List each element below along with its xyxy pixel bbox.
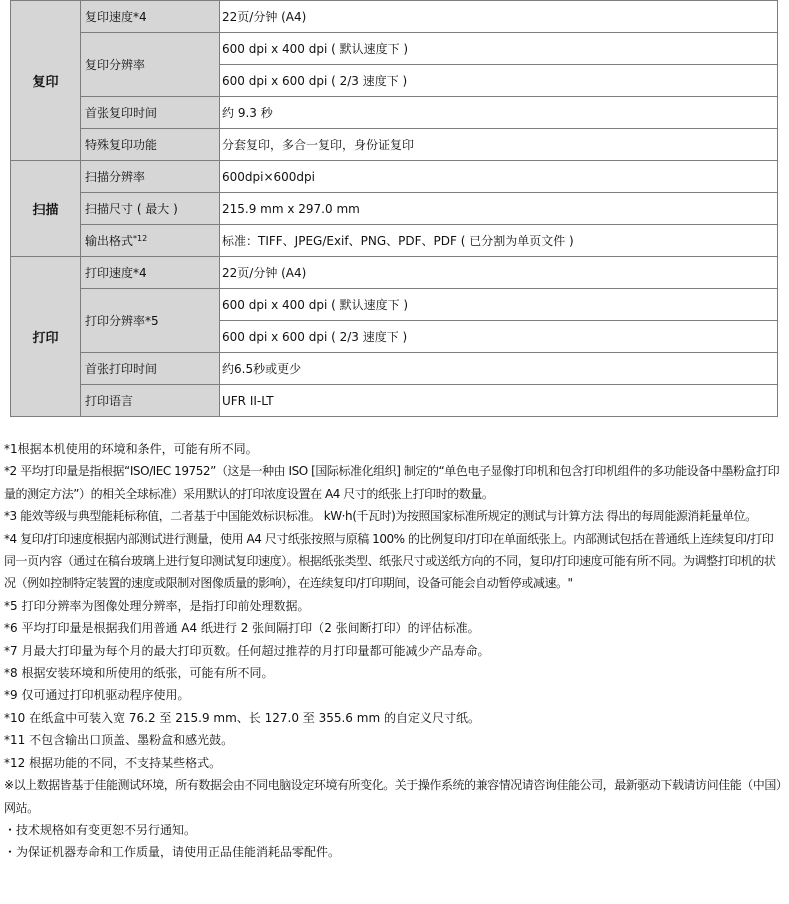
table-row (11, 161, 778, 193)
table-row (11, 33, 778, 65)
spec-label-scan-size: 扫描尺寸 ( 最大 ) (81, 193, 220, 225)
table-row (11, 353, 778, 385)
spec-value-scan-resolution: 600dpi×600dpi (220, 161, 778, 193)
footnote-marker: *12 (133, 234, 148, 243)
disclaimer-note: ※以上数据皆基于佳能测试环境，所有数据会由不同电脑设定环境有所变化。关于操作系统的兼容情况请咨询佳能公司，最新驱动下载请访问佳能（中国）网站。 (4, 778, 782, 815)
table-row (11, 129, 778, 161)
spec-label-scan-resolution: 扫描分辨率 (81, 161, 220, 193)
footnote-11: *11 不包含输出口顶盖、墨粉盒和感光鼓。 (4, 733, 234, 748)
spec-value-first-copy-time: 约 9.3 秒 (220, 97, 778, 129)
spec-value-print-resolution-two-thirds: 600 dpi x 600 dpi ( 2/3 速度下 ) (220, 321, 778, 353)
spec-label-special-copy: 特殊复印功能 (81, 129, 220, 161)
footnote-9: *9 仅可通过打印机驱动程序使用。 (4, 688, 190, 703)
spec-label-first-print-time: 首张打印时间 (81, 353, 220, 385)
table-row (11, 193, 778, 225)
table-row (11, 385, 778, 417)
footnotes (4, 438, 782, 864)
spec-label-output-format (81, 225, 220, 257)
spec-value-copy-resolution-default: 600 dpi x 400 dpi ( 默认速度下 ) (220, 33, 778, 65)
footnote-2: *2 平均打印量是指根据“ISO/IEC 19752”（这是一种由 ISO [国际标准化组织] 制定的“单色电子显像打印机和包含打印机组件的多功能设备中墨粉盒打印量的测定方法”）的相关全球标准）采用默认的打印浓度设置在 A4 尺寸的纸张上打印时的数量。 (4, 464, 780, 501)
spec-label-output-format-text: 输出格式 (85, 234, 134, 248)
spec-value-print-language: UFR II-LT (220, 385, 778, 417)
footnote-12: *12 根据功能的不同，不支持某些格式。 (4, 755, 222, 770)
footnote-5: *5 打印分辨率为图像处理分辨率，是指打印前处理数据。 (4, 598, 310, 613)
table-row (11, 1, 778, 33)
spec-table (10, 0, 778, 417)
footnote-6: *6 平均打印量是根据我们用普通 A4 纸进行 2 张间隔打印（2 张间断打印）的评估标准。 (4, 621, 480, 636)
category-scan: 扫描 (11, 161, 81, 257)
spec-label-print-language: 打印语言 (81, 385, 220, 417)
spec-value-print-resolution-default: 600 dpi x 400 dpi ( 默认速度下 ) (220, 289, 778, 321)
spec-label-copy-speed: 复印速度*4 (81, 1, 220, 33)
footnote-4: *4 复印/打印速度根据内部测试进行测量，使用 A4 尺寸纸张按照与原稿 100% 的比例复印/打印在单面纸张上。内部测试包括在普通纸上连续复印/打印同一页内容（通过在稿台玻璃上进行复印测试复印速度）。根据纸张类型、纸张尺寸或送纸方向的不同，复印/打印速度可能有所不同。为调整打印机的状况（例如控制特定装置的速度或限制对图像质量的影响），在连续复印/打印期间，设备可能会自动暂停或减速。" (4, 531, 776, 591)
spec-label-first-copy-time: 首张复印时间 (81, 97, 220, 129)
table-row (11, 225, 778, 257)
spec-label-copy-resolution: 复印分辨率 (81, 33, 220, 97)
category-print: 打印 (11, 257, 81, 417)
table-row (11, 257, 778, 289)
footnote-10: *10 在纸盒中可装入宽 76.2 至 215.9 mm、长 127.0 至 355.6 mm 的自定义尺寸纸。 (4, 710, 480, 725)
bullet-note-spec-change: ・技术规格如有变更恕不另行通知。 (4, 822, 197, 837)
footnote-1: *1根据本机使用的环境和条件，可能有所不同。 (4, 442, 258, 456)
spec-label-print-resolution: 打印分辨率*5 (81, 289, 220, 353)
spec-value-scan-size: 215.9 mm x 297.0 mm (220, 193, 778, 225)
spec-value-copy-speed: 22页/分钟 (A4) (220, 1, 778, 33)
table-row (11, 289, 778, 321)
spec-value-special-copy: 分套复印，多合一复印，身份证复印 (220, 129, 778, 161)
bullet-note-genuine-parts: ・为保证机器寿命和工作质量，请使用正品佳能消耗品零配件。 (4, 845, 341, 860)
footnote-3: *3 能效等级与典型能耗标称值，二者基于中国能效标识标准。 kW·h(千瓦时)为按照国家标准所规定的测试与计算方法 得出的每周能源消耗量单位。 (4, 509, 757, 524)
spec-value-copy-resolution-two-thirds: 600 dpi x 600 dpi ( 2/3 速度下 ) (220, 65, 778, 97)
table-row (11, 97, 778, 129)
footnote-7: *7 月最大打印量为每个月的最大打印页数。任何超过推荐的月打印量都可能减少产品寿命。 (4, 643, 490, 658)
spec-label-print-speed: 打印速度*4 (81, 257, 220, 289)
category-copy: 复印 (11, 1, 81, 161)
footnote-8: *8 根据安装环境和所使用的纸张，可能有所不同。 (4, 666, 274, 681)
spec-value-print-speed: 22页/分钟 (A4) (220, 257, 778, 289)
spec-value-output-format: 标准：TIFF、JPEG/Exif、PNG、PDF、PDF ( 已分割为单页文件 ) (220, 225, 778, 257)
spec-value-first-print-time: 约6.5秒或更少 (220, 353, 778, 385)
